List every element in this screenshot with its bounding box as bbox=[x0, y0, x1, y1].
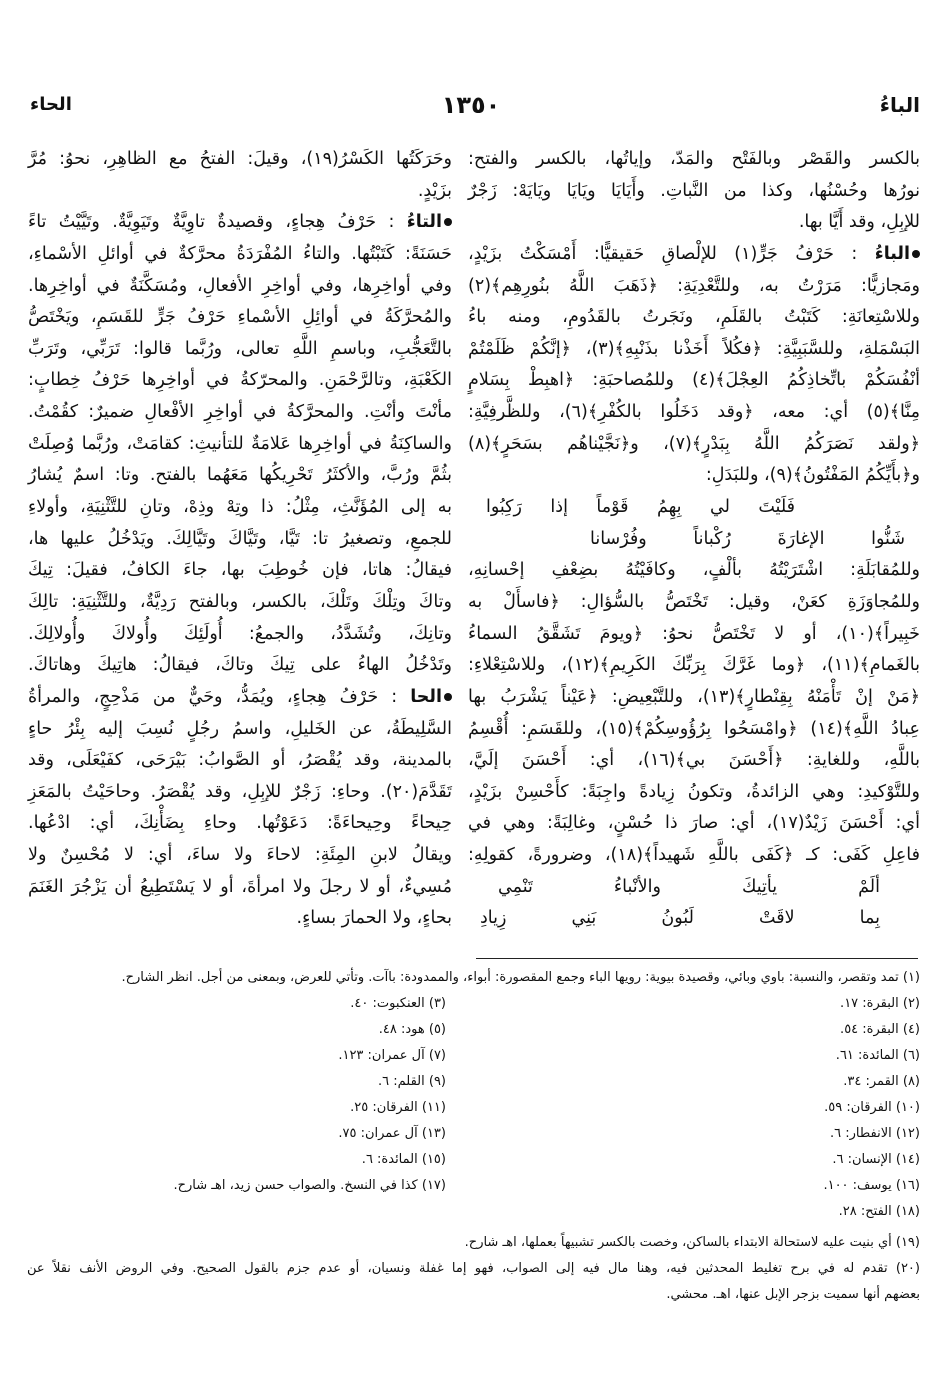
right-column-line: للإبِلِ، وقد أَيَّا بها. bbox=[798, 212, 920, 233]
entry-headword: الحا bbox=[410, 686, 442, 707]
left-column-line: بالتَّعَجُّبِ، وباسمِ اللَّهِ تعالى، ورُبَّما قالوا: تَرَبِّي، وتَرَبِّ bbox=[28, 338, 452, 359]
right-column-line: عِبادُ اللَّهِ﴾(١٤) ﴿وامْسَحُوا بِرُؤُوسِكُمْ﴾(١٥)، وللقَسَمِ: أُقْسِمُ bbox=[468, 718, 920, 739]
left-column-line: وتانِكَ، وتُشَدَّدُ، والجمعُ: أُولَئِكَ وأُولاكَ وأُولالِكَ. bbox=[28, 623, 452, 644]
footnote: (٦) المائدة: ٦١. bbox=[835, 1048, 920, 1063]
left-column-line: فيقالُ: هاتا، فإن خُوطِبَ بها، جاءَ الكافُ، فقيلَ: تِيكَ bbox=[28, 560, 452, 581]
left-column-line: بزَيْدٍ. bbox=[417, 180, 452, 201]
left-column-line: وحَرَكَتُها الكَسْرُ(١٩)، وقيلَ: الفتحُ مع الظاهِرِ، نحوُ: مُرَّ bbox=[28, 149, 452, 169]
footnote-row bbox=[27, 1095, 920, 1121]
footnote: (٤) البقرة: ٥٤. bbox=[840, 1022, 920, 1037]
right-column-line: بالكسر والقَصْر وبالفَتْح والمَدّ، وإياتُها، بالكسر والفتح: bbox=[468, 149, 920, 169]
left-column-line: به إلى المُؤَنَّثِ، مِثْلُ: ذا وتِهْ وذِهْ، وتانِ للتَّثْنِيَةِ، وأولاءِ bbox=[28, 497, 452, 518]
right-column-line: ومَجازيًّا: مَرَرْتُ به، وللتَّعْدِيَةِ: ﴿ذَهَبَ اللَّهُ بنُورِهِم﴾(٢) bbox=[468, 275, 920, 296]
left-column-line: بحاءٍ، ولا الحمارَ بساءٍ. bbox=[296, 908, 452, 929]
footnote-row bbox=[27, 1121, 920, 1147]
entry-bullet bbox=[444, 218, 452, 226]
footnote: (١٦) يوسف: ١٠٠. bbox=[823, 1178, 920, 1193]
left-column-line: مُسِيءٌ، أو لا رجلَ ولا امرأةَ، أو لا يَسْتَطِيعُ أن يَزْجُرَ الغَنَمَ bbox=[28, 876, 452, 897]
right-column-line: و﴿بأَيِّكُمُ المَفْتُونُ﴾(٩)، وللبَدَلِ: bbox=[705, 465, 920, 486]
footnote-row bbox=[27, 1069, 920, 1095]
footnote: (١١) الفرقان: ٢٥. bbox=[350, 1100, 446, 1115]
verse-line: شَنُّوا الإغارَةَ رُكْباناً وفُرْسانا bbox=[590, 528, 905, 549]
entry-text: : حَرْفُ جَرٍّ(١) للإلْصاقِ حَقيقيًّا: أَمْسَكْتُ بزَيْدٍ، bbox=[468, 243, 875, 264]
footnote: (١٨) الفتح: ٢٨. bbox=[838, 1204, 920, 1219]
left-column-line: مأنْتَ وأنْتِ. والمحرَّكةُ في أواخِرِ الأفْعالِ ضميرٌ: كقُمْتُ. bbox=[28, 402, 452, 423]
footnote: (١٧) كذا في النسخ. والصواب حسن زيد، اهـ شارح. bbox=[173, 1178, 446, 1193]
left-column-line: بالمدينة، وقد يُقْصَرُ، أو الصَّوابُ: بَيْرَحَى، كفَيْعَلَى، وقد bbox=[28, 750, 452, 771]
footnote: (١٣) آل عمران: ٧٥. bbox=[338, 1126, 446, 1141]
right-column-line: ﴿مَنْ إنْ تَأْمَنْهُ بِقِنْطارٍ﴾(١٣)، وللتَّبْعِيضِ: ﴿عَيْناً يَشْرَبُ بها bbox=[468, 686, 920, 707]
right-column-line: مِنَّا﴾(٥) أي: معه، ﴿وقد دَخَلُوا بالكُفْرِ﴾(٦)، وللظَّرفِيَّةِ: bbox=[468, 402, 920, 423]
left-column-line: حِيحاءً وحِيحاءَةً: دَعَوْتُها. وحاءِ بِضَأْنِكَ، أي: ادْعُها. bbox=[28, 813, 452, 834]
entry-text: : حَرْفُ هِجاءٍ، وقصيدةٌ تاوِيَّةٌ وتَيَوِيَّةٌ. وتَيَّيْتُ تاءً bbox=[28, 212, 407, 233]
left-column bbox=[28, 144, 452, 935]
entry-headword: التاءُ bbox=[406, 212, 442, 233]
footnote-row bbox=[27, 1017, 920, 1043]
verse-line: ألَمْ يأتِيكَ والأنْباءُ تَنْمِي bbox=[498, 876, 880, 897]
footnote: (٢٠) تقدم له في برح تغليط المحدثين فيه، وهنا مال فيه إلى الصواب، فهو إما غفلة ونسيان، أو عدم جزم بالقول الصحيح. وفي الروض الأنف نقلاً عن bbox=[27, 1261, 920, 1276]
footnote: (٨) القمر: ٣٤. bbox=[843, 1074, 920, 1089]
left-column-line: الكَعْبَةِ، وتالرَّحْمَنِ. والمحرّكةُ في أواخِرِها حَرْفُ خِطابٍ: bbox=[28, 370, 452, 391]
right-column-line: فاعِلِ كَفَى: كـ ﴿كَفَى باللَّهِ شَهيداً﴾(١٨)، وضرورةً، كقولِهِ: bbox=[468, 845, 920, 866]
footnote-separator bbox=[476, 958, 918, 959]
left-column-line: بثُمَّ ورُبَّ، والأكثَرُ تَحْرِيكُها مَعَهُما بالفتح. وتا: اسمٌ يُشارُ bbox=[28, 465, 452, 486]
footnote-row bbox=[27, 1173, 920, 1199]
footnote: (١) تمد وتقصر، والنسبة: باوي وبائي، وقصيدة بيوية: رويها الباء وجمع المقصورة: أبواء، والممدودة: باآت. وتأتي للعرض، وبمعنى من أجل. انظر الشارح. bbox=[121, 970, 920, 985]
left-column-line: وفي أواخِرِها، وفي أواخِرِ الأفعالِ، ومُسَكَّنَةٌ في أواخِرِها. bbox=[28, 275, 452, 296]
footnote: (١٢) الانفطار: ٦. bbox=[829, 1126, 920, 1141]
right-column-line: وللاسْتِعانَةِ: كَتَبْتُ بالقَلَمِ، ونَجَرتُ بالقَدُومِ، ومنه باءُ bbox=[468, 307, 920, 328]
verse-line: فَلَيْتَ لي بِهِمُ قَوْماً إذا رَكِبُوا bbox=[486, 497, 795, 518]
footnotes bbox=[27, 965, 920, 1308]
right-column-line: وللمُقابَلَةِ: اشْتَرَيْتُهُ بألْفٍ، وكافَيْتُهُ بضِعْفِ إحْسانِهِ، bbox=[468, 560, 920, 581]
right-column-line: نورُها وحُسْنُها، وكذا من النَّباتِ. وأَيَايَا ويَايَا ويَايَهْ: زَجْرٌ bbox=[468, 180, 920, 201]
footnote: (٥) هود: ٤٨. bbox=[378, 1022, 446, 1037]
right-column-line bbox=[468, 239, 920, 271]
left-column-line bbox=[28, 207, 452, 239]
verse-line: بِما لاقَتْ لَبُونُ بَنِي زِيادِ bbox=[480, 908, 880, 929]
right-column-line: بالغَمامِ﴾(١١)، ﴿وما غَرَّكَ بِرَبِّكَ الكَرِيمِ﴾(١٢)، وللاسْتِعْلاءِ: bbox=[468, 655, 920, 676]
footnote: (٧) آل عمران: ١٢٣. bbox=[338, 1048, 446, 1063]
footnote: (٢) البقرة: ١٧. bbox=[840, 996, 920, 1011]
header-right-title: الباءُ bbox=[879, 93, 920, 117]
page-number: ١٣٥٠ bbox=[441, 91, 501, 119]
footnote-row bbox=[27, 1147, 920, 1173]
header-left-title: الحاء bbox=[30, 94, 72, 115]
right-column-line: أنْفُسَكُمْ باتِّخاذِكُمُ العِجْلَ﴾(٤) وللمُصاحبَةِ: ﴿اهبِطْ بِسَلامٍ bbox=[468, 370, 920, 391]
footnote: (١٩) أي بنيت عليه لاستحالة الابتداء بالساكن، وخصت بالكسر تشبيهاً بعملها، اهـ شارح. bbox=[464, 1235, 920, 1250]
footnote: (٩) القلم: ٦. bbox=[377, 1074, 446, 1089]
footnote: (١٤) الإنسان: ٦. bbox=[832, 1152, 920, 1167]
right-column-line: البَسْمَلةِ، وللسَّبَبِيَّةِ: ﴿فكُلاً أَخَذْنا بذَنْبِهِ﴾(٣)، ﴿إنَّكُمْ ظَلَمْتُمْ bbox=[468, 338, 920, 359]
footnote: (٣) العنكبوت: ٤٠. bbox=[350, 996, 446, 1011]
entry-bullet bbox=[912, 250, 920, 258]
entry-bullet bbox=[444, 693, 452, 701]
footnote-continuation: بعضهم أنها سميت بزجر الإبل عنها، اهـ. محشي. bbox=[666, 1287, 920, 1302]
right-column-line: خَبِيراً﴾(١٠)، أو لا تَخْتَصُّ نحوُ: ﴿ويومَ تَشَقَّقُ السماءُ bbox=[468, 623, 920, 644]
left-column-line bbox=[28, 682, 452, 714]
left-column-line: والمُحرَّكَةُ في أوائِلِ الأسْماءِ حَرْفُ جَرٍّ للقَسَمِ، ويَخْتَصُّ bbox=[28, 307, 452, 328]
footnote: (١٥) المائدة: ٦. bbox=[361, 1152, 446, 1167]
right-column-line: وللمُجاوَزَةِ كعَنْ، وقيل: تَخْتَصُّ بالسُّؤالِ: ﴿فاسأَلْ به bbox=[468, 591, 920, 612]
left-column-line: ويقالُ لابنِ المِئَةِ: لاحاءَ ولا ساءَ، أي: لا مُحْسِنٌ ولا bbox=[28, 845, 452, 866]
footnote-row bbox=[27, 1043, 920, 1069]
left-column-line: للجمعِ، وتصغيرُ تا: تَيَّا، وتَيَّاكَ وتَيَّالِكَ. ويَدْخُلُ عليها ها، bbox=[28, 528, 452, 549]
right-column bbox=[468, 144, 920, 935]
left-column-line: تَقَدَّمَ(٢٠). وحاءِ: زَجْرٌ للإبِلِ، وقد يُقْصَرُ. وحاحَيْتُ بالمَعَزِ bbox=[28, 781, 452, 802]
right-column-line: باللَّهِ، وللغايةِ: ﴿أَحْسَنَ بي﴾(١٦)، أي: أَحْسَنَ إلَيَّ، bbox=[468, 750, 920, 771]
footnote: (١٠) الفرقان: ٥٩. bbox=[824, 1100, 920, 1115]
right-column-line: ﴿ولقد نَصَرَكُمُ اللَّهُ بِبَدْرٍ﴾(٧)، و﴿نَجَّيْناهُم بسَحَرٍ﴾(٨) bbox=[468, 433, 920, 454]
left-column-line: السَّلِيطَةُ، عن الخَليلِ، واسمُ رجُلٍ نُسِبَ إليه بِئْرُ حاءٍ bbox=[28, 718, 452, 739]
left-column-line: والساكِنَةُ في أواخِرِها عَلامَةٌ للتأنيثِ: كقامَتْ، ورُبَّما وُصِلَتْ bbox=[28, 433, 452, 454]
right-column-line: وللتَّوْكيدِ: وهي الزائدةُ، وتكونُ زِيادةً واجِبَةً: كأَحْسِنْ بزَيْدٍ، bbox=[468, 781, 920, 802]
entry-headword: الباءُ bbox=[874, 243, 910, 264]
right-column-line: أي: أَحْسَنَ زَيْدٌ(١٧)، أي: صارَ ذا حُسْنٍ، وغالِبَةً: وهي في bbox=[468, 813, 920, 834]
footnote-row bbox=[27, 991, 920, 1017]
left-column-line: وتاكَ وتِلْكَ وتَلْكَ، بالكسر، وبالفتح رَدِيَّةٌ، وللتَّثْنِيَةِ: تالِكَ bbox=[28, 591, 452, 612]
left-column-line: حَسَنَةً: كَتَبْتُها. والتاءُ المُفْرَدَةُ محرَّكةٌ في أوائلِ الأسْماءِ، bbox=[28, 243, 452, 264]
entry-text: : حَرْفُ هِجاءٍ، ويُمَدُّ، وحَيٌّ من مَذْحِجٍ، والمرأةُ bbox=[28, 686, 411, 707]
left-column-line: وتَدْخُلُ الهاءُ على تِيكَ وتاكَ، فيقالُ: هاتِيكَ وهاتاكَ. bbox=[28, 655, 452, 676]
